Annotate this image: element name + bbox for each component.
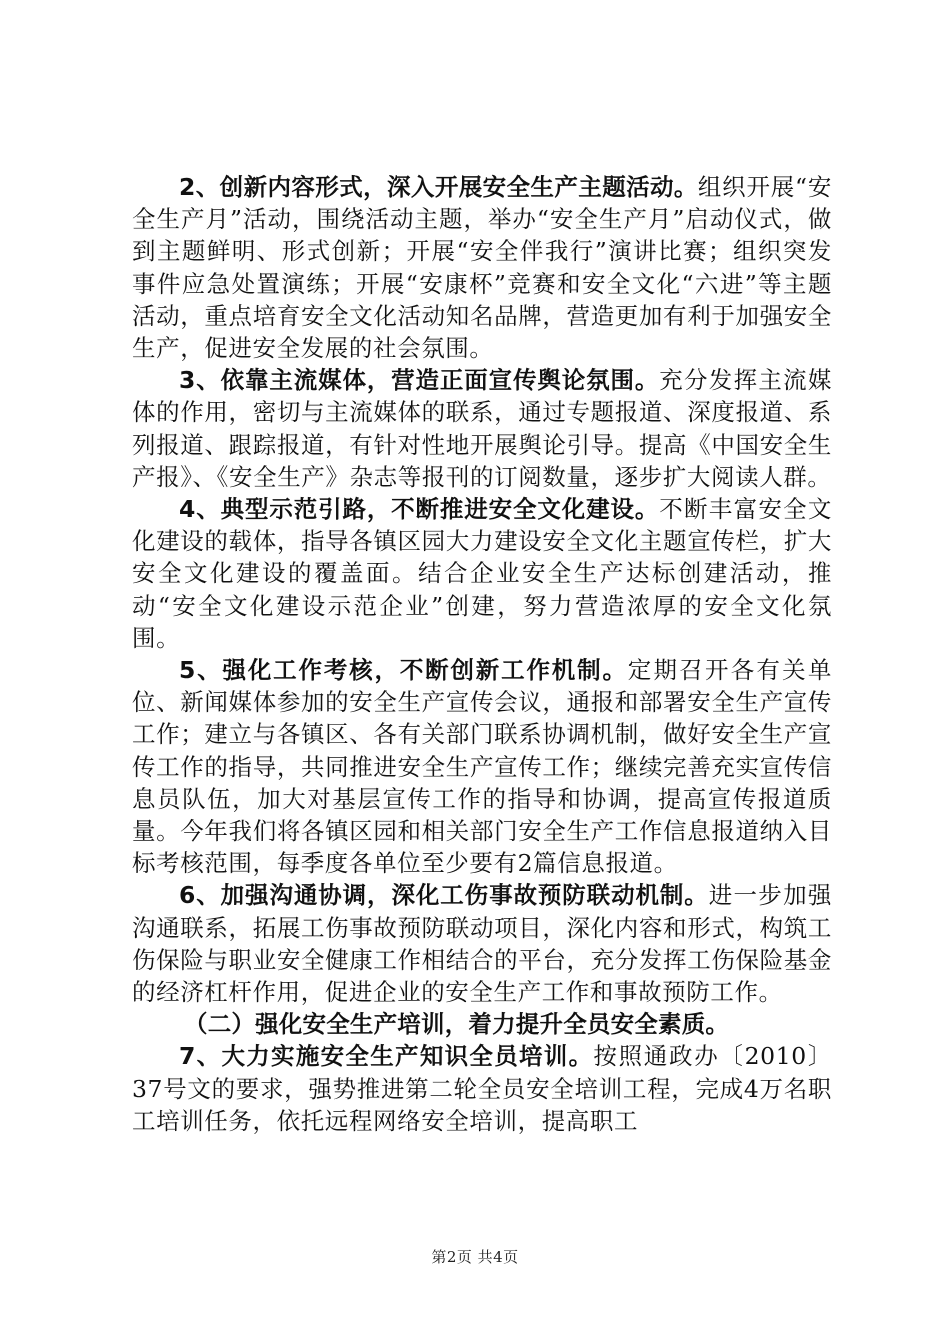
paragraph-5-lead: 5、强化工作考核，不断创新工作机制。 [179, 656, 628, 685]
paragraph-2-body: 组织开展“安全生产月”活动，围绕活动主题，举办“安全生产月”启动仪式，做到主题鲜明、形式创新；开展“安全伴我行”演讲比赛；组织突发事件应急处置演练；开展“安康杯”竞赛和安全文化“六进”等主题活动，重点培育安全文化活动知名品牌，营造更加有利于加强安全生产，促进安全发展的社会氛围。 [132, 173, 832, 363]
paragraph-6-body: 进一步加强沟通联系，拓展工伤事故预防联动项目，深化内容和形式，构筑工伤保险与职业安全健康工作相结合的平台，充分发挥工伤保险基金的经济杠杆作用，促进企业的安全生产工作和事故预防工作。 [132, 881, 832, 1007]
paragraph-3-lead: 3、依靠主流媒体，营造正面宣传舆论氛围。 [179, 366, 660, 395]
document-body [132, 171, 832, 1137]
section-heading: （二）强化安全生产培训，着力提升全员安全素质。 [184, 1010, 730, 1039]
paragraph-7-body: 按照通政办〔2010〕37号文的要求，强势推进第二轮全员安全培训工程，完成4万名职工培训任务，依托远程网络安全培训，提高职工 [132, 1042, 832, 1135]
paragraph-6-lead: 6、加强沟通协调，深化工伤事故预防联动机制。 [179, 881, 709, 910]
paragraph-2-lead: 2、创新内容形式，深入开展安全生产主题活动。 [179, 173, 698, 201]
paragraph-7-lead: 7、大力实施安全生产知识全员培训。 [179, 1042, 594, 1071]
paragraph-4 [132, 493, 832, 654]
page-footer: 第2页 共4页 [431, 1248, 519, 1266]
paragraph-5-body: 定期召开各有关单位、新闻媒体参加的安全生产宣传会议，通报和部署安全生产宣传工作；建立与各镇区、各有关部门联系协调机制，做好安全生产宣传工作的指导，共同推进安全生产宣传工作；继续完善充实宣传信息员队伍，加大对基层宣传工作的指导和协调，提高宣传报道质量。今年我们将各镇区园和相关部门安全生产工作信息报道纳入目标考核范围，每季度各单位至少要有2篇信息报道。 [132, 656, 832, 878]
paragraph-6 [132, 879, 832, 1008]
paragraph-7 [132, 1040, 832, 1137]
paragraph-3-body: 充分发挥主流媒体的作用，密切与主流媒体的联系，通过专题报道、深度报道、系列报道、跟踪报道，有针对性地开展舆论引导。提高《中国安全生产报》、《安全生产》杂志等报刊的订阅数量，逐步扩大阅读人群。 [132, 366, 832, 491]
paragraph-3 [132, 364, 832, 493]
paragraph-2 [132, 171, 832, 364]
paragraph-4-lead: 4、典型示范引路，不断推进安全文化建设。 [179, 495, 660, 524]
paragraph-5 [132, 654, 832, 879]
paragraph-4-body: 不断丰富安全文化建设的载体，指导各镇区园大力建设安全文化主题宣传栏，扩大安全文化建设的覆盖面。结合企业安全生产达标创建活动，推动“安全文化建设示范企业”创建，努力营造浓厚的安全文化氛围。 [132, 495, 832, 652]
